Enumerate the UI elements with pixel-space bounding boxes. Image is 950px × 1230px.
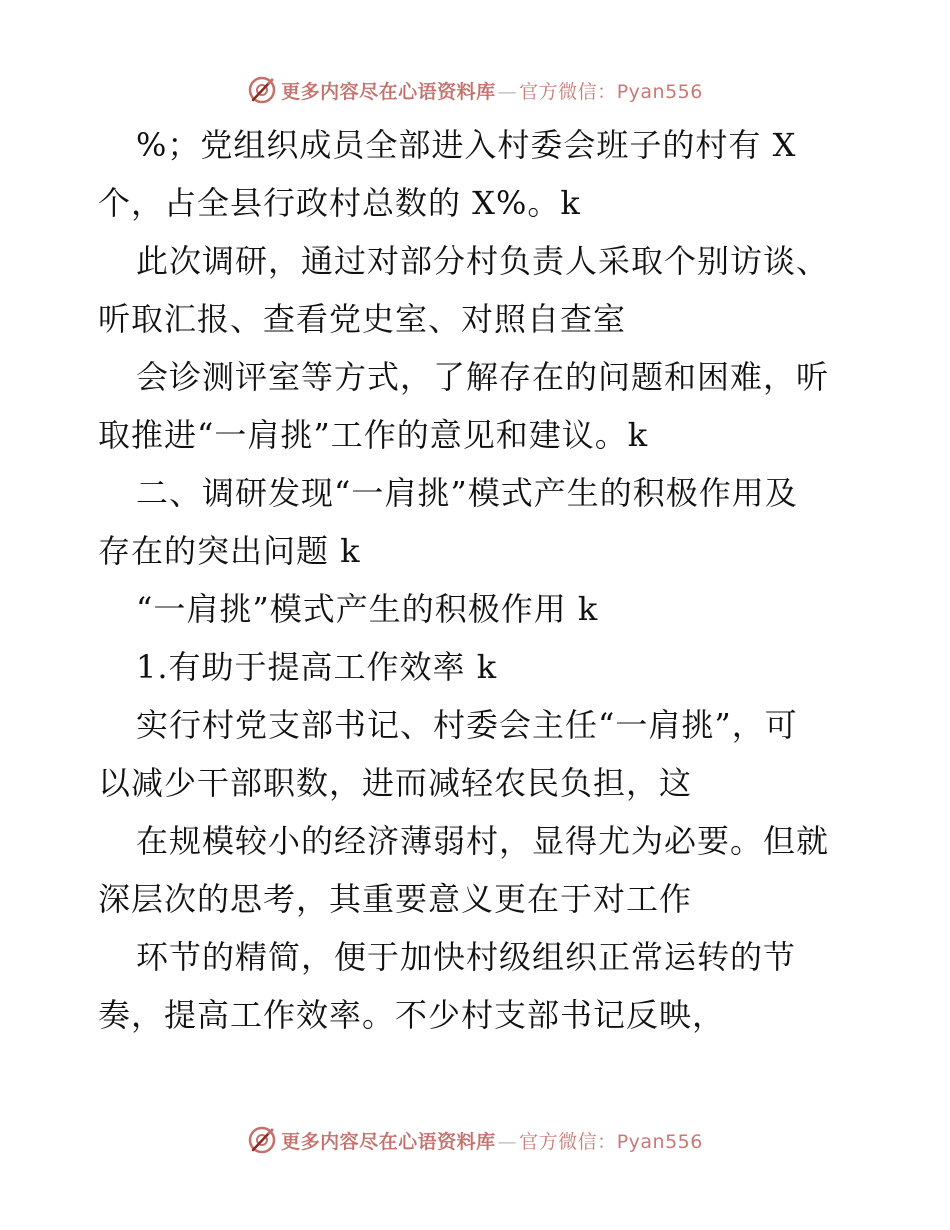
text-line: 听取汇报、查看党史室、对照自查室 xyxy=(98,300,627,338)
watermark-wechat-id: Pyan556 xyxy=(616,80,703,103)
text-line: 环节的精简，便于加快村级组织正常运转的节 xyxy=(136,938,797,976)
watermark-separator: — xyxy=(497,80,518,103)
text-line: 会诊测评室等方式，了解存在的问题和困难，听 xyxy=(136,358,830,396)
watermark-wechat-id: Pyan556 xyxy=(616,1130,703,1153)
text-line: 以减少干部职数，进而减轻农民负担，这 xyxy=(98,764,693,802)
subsection-heading: “一肩挑”模式产生的积极作用 k xyxy=(136,590,599,628)
numbered-heading: 1.有助于提高工作效率 k xyxy=(136,648,498,686)
text-line: 此次调研，通过对部分村负责人采取个别访谈、 xyxy=(136,242,830,280)
section-heading-cont: 存在的突出问题 k xyxy=(98,532,361,570)
text-line: 奏，提高工作效率。不少村支部书记反映， xyxy=(98,996,726,1034)
watermark-text xyxy=(281,77,703,104)
ink-brush-logo-icon xyxy=(247,75,277,105)
text-line: 在规模较小的经济薄弱村，显得尤为必要。但就 xyxy=(136,822,830,860)
section-heading: 二、调研发现“一肩挑”模式产生的积极作用及 xyxy=(136,474,798,512)
watermark-text xyxy=(281,1127,703,1154)
text-line: 深层次的思考，其重要意义更在于对工作 xyxy=(98,880,693,918)
footer-watermark xyxy=(0,1124,950,1156)
watermark-wechat-label: 官方微信： xyxy=(519,1130,617,1153)
header-watermark xyxy=(0,74,950,106)
watermark-wechat-label: 官方微信： xyxy=(519,80,617,103)
text-line: %；党组织成员全部进入村委会班子的村有 X xyxy=(136,126,797,164)
text-line: 个，占全县行政村总数的 X%。k xyxy=(98,184,581,222)
text-line: 实行村党支部书记、村委会主任“一肩挑”，可 xyxy=(136,706,798,744)
text-line: 取推进“一肩挑”工作的意见和建议。k xyxy=(98,416,649,454)
ink-brush-logo-icon xyxy=(247,1125,277,1155)
watermark-separator: — xyxy=(497,1130,518,1153)
watermark-main: 更多内容尽在心语资料库 xyxy=(281,80,496,103)
watermark-main: 更多内容尽在心语资料库 xyxy=(281,1130,496,1153)
